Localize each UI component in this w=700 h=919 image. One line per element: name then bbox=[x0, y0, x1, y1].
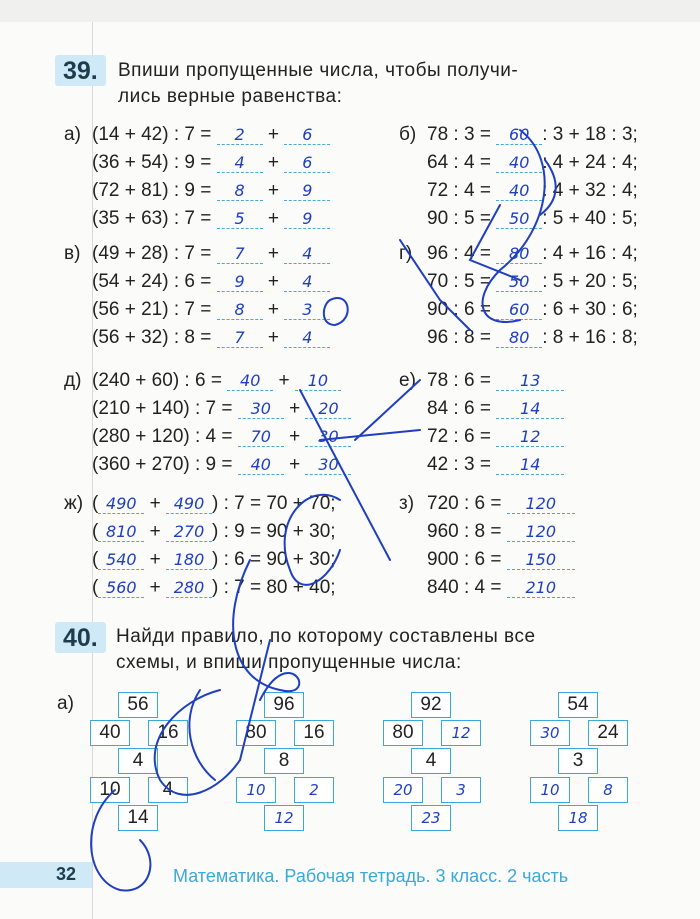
plus-sign: + bbox=[267, 208, 280, 229]
equation-row bbox=[427, 493, 575, 515]
answer-field[interactable]: 4 bbox=[284, 244, 330, 264]
plus-sign: + bbox=[289, 426, 301, 447]
page-number: 32 bbox=[56, 864, 77, 884]
task-39-text-line2: лись верные равенства: bbox=[118, 86, 343, 107]
equation-rest: ) : 7 = 70 + 70; bbox=[211, 493, 336, 514]
plus-sign: + bbox=[278, 370, 290, 391]
equation-row bbox=[92, 271, 330, 293]
answer-field[interactable]: 9 bbox=[284, 181, 330, 201]
equation-row bbox=[427, 426, 564, 448]
equation-row bbox=[427, 243, 638, 265]
answer-field[interactable]: 40 bbox=[496, 181, 542, 201]
answer-field[interactable]: 70 bbox=[238, 427, 284, 447]
scheme-cell-mid: 4 bbox=[411, 748, 451, 774]
part-label-d: д) bbox=[64, 370, 82, 391]
answer-field[interactable]: 50 bbox=[496, 272, 542, 292]
equation-expression: (72 + 81) : 9 = bbox=[92, 180, 212, 201]
task-39-text-line1: Впиши пропущенные числа, чтобы получи- bbox=[118, 60, 519, 81]
scheme-cell-bl[interactable]: 10 bbox=[530, 777, 570, 803]
answer-field[interactable]: 40 bbox=[227, 371, 273, 391]
answer-field[interactable]: 120 bbox=[507, 494, 575, 514]
equation-row bbox=[92, 124, 330, 146]
answer-field[interactable]: 3 bbox=[284, 300, 330, 320]
equation-expression: 720 : 6 = bbox=[427, 493, 502, 514]
equation-expression: (280 + 120) : 4 = bbox=[92, 426, 233, 447]
scheme-cell-bottom[interactable]: 18 bbox=[558, 805, 598, 831]
equation-row bbox=[427, 577, 575, 599]
equation-expression: (14 + 42) : 7 = bbox=[92, 124, 212, 145]
equation-row bbox=[92, 370, 341, 392]
answer-field[interactable]: 60 bbox=[496, 125, 542, 145]
answer-field[interactable]: 12 bbox=[496, 427, 564, 447]
scheme-cell-top: 54 bbox=[558, 692, 598, 718]
scheme-cell-br[interactable]: 3 bbox=[441, 777, 481, 803]
scan-top-shadow bbox=[0, 0, 700, 22]
answer-field[interactable]: 5 bbox=[217, 209, 263, 229]
equation-expression: (54 + 24) : 6 = bbox=[92, 271, 212, 292]
part-label-v: в) bbox=[64, 243, 81, 264]
answer-field[interactable]: 2 bbox=[217, 125, 263, 145]
task-40-part-label: а) bbox=[57, 693, 74, 714]
equation-expression: 72 : 4 = bbox=[427, 180, 491, 201]
answer-field[interactable]: 30 bbox=[305, 427, 351, 447]
equation-expression: (240 + 60) : 6 = bbox=[92, 370, 222, 391]
plus-sign: + bbox=[289, 398, 301, 419]
scheme-cell-top: 56 bbox=[118, 692, 158, 718]
scheme-cell-br[interactable]: 2 bbox=[294, 777, 334, 803]
part-label-b: б) bbox=[399, 124, 417, 145]
equation-expression: 96 : 8 = bbox=[427, 327, 491, 348]
answer-field[interactable]: 14 bbox=[496, 399, 564, 419]
equation-rest: : 4 + 24 : 4; bbox=[542, 152, 638, 173]
plus-sign: + bbox=[267, 299, 280, 320]
answer-field[interactable]: 490 bbox=[98, 494, 144, 514]
scheme-cell-bl: 10 bbox=[90, 777, 130, 803]
equation-row bbox=[92, 426, 351, 448]
equation-row bbox=[427, 299, 638, 321]
equation-expression: (36 + 54) : 9 = bbox=[92, 152, 212, 173]
equation-expression: (360 + 270) : 9 = bbox=[92, 454, 233, 475]
equation-row: ( 490 + 490 ) : 7 = 70 + 70; bbox=[92, 493, 336, 514]
scheme-cell-bl[interactable]: 10 bbox=[236, 777, 276, 803]
equation-rest: ) : 9 = 90 + 30; bbox=[211, 521, 336, 542]
equation-row bbox=[92, 152, 330, 174]
answer-field[interactable]: 6 bbox=[284, 125, 330, 145]
equation-row bbox=[92, 327, 330, 349]
answer-field[interactable]: 7 bbox=[217, 328, 263, 348]
answer-field[interactable]: 270 bbox=[166, 522, 212, 542]
equation-expression: 900 : 6 = bbox=[427, 549, 502, 570]
plus-sign: + bbox=[267, 124, 280, 145]
equation-expression: 96 : 4 = bbox=[427, 243, 491, 264]
equation-rest: : 8 + 16 : 8; bbox=[542, 327, 638, 348]
answer-field[interactable]: 120 bbox=[507, 522, 575, 542]
scheme-cell-left: 40 bbox=[90, 720, 130, 746]
equation-row: ( 540 + 180 ) : 6 = 90 + 30; bbox=[92, 549, 336, 570]
answer-field[interactable]: 150 bbox=[507, 550, 575, 570]
part-label-a: а) bbox=[64, 124, 81, 145]
equation-rest: : 4 + 16 : 4; bbox=[542, 243, 638, 264]
equation-row bbox=[427, 271, 638, 293]
task-40-number: 40. bbox=[55, 622, 106, 653]
footer-bar bbox=[0, 862, 92, 888]
answer-field[interactable]: 7 bbox=[217, 244, 263, 264]
scheme-cell-right: 24 bbox=[588, 720, 628, 746]
equation-row bbox=[92, 180, 330, 202]
scheme-cell-right: 16 bbox=[148, 720, 188, 746]
equation-expression: 42 : 3 = bbox=[427, 454, 491, 475]
equation-row bbox=[427, 124, 638, 146]
part-label-e: е) bbox=[399, 370, 416, 391]
answer-field[interactable]: 540 bbox=[98, 550, 144, 570]
equation-row: ( 560 + 280 ) : 7 = 80 + 40; bbox=[92, 577, 336, 598]
answer-field[interactable]: 4 bbox=[284, 328, 330, 348]
plus-sign: + bbox=[267, 327, 280, 348]
scheme-cell-right[interactable]: 12 bbox=[441, 720, 481, 746]
answer-field[interactable]: 20 bbox=[305, 399, 351, 419]
answer-field[interactable]: 60 bbox=[496, 300, 542, 320]
equation-row: ( 810 + 270 ) : 9 = 90 + 30; bbox=[92, 521, 336, 542]
answer-field[interactable]: 560 bbox=[98, 578, 144, 598]
equation-row bbox=[92, 208, 330, 230]
equation-rest: ) : 6 = 90 + 30; bbox=[211, 549, 336, 570]
part-label-zh: ж) bbox=[64, 493, 84, 514]
plus-sign: + bbox=[267, 152, 280, 173]
equation-row bbox=[427, 454, 564, 476]
equation-rest: : 5 + 40 : 5; bbox=[542, 208, 638, 229]
answer-field[interactable]: 9 bbox=[284, 209, 330, 229]
answer-field[interactable]: 8 bbox=[217, 181, 263, 201]
equation-expression: 960 : 8 = bbox=[427, 521, 502, 542]
scheme-cell-left: 80 bbox=[383, 720, 423, 746]
equation-row bbox=[92, 398, 351, 420]
equation-row bbox=[427, 521, 575, 543]
plus-sign: + bbox=[267, 180, 280, 201]
equation-expression: 78 : 6 = bbox=[427, 370, 491, 391]
equation-expression: (210 + 140) : 7 = bbox=[92, 398, 233, 419]
answer-field[interactable]: 30 bbox=[305, 455, 351, 475]
equation-row bbox=[92, 454, 351, 476]
scheme-cell-mid: 4 bbox=[118, 748, 158, 774]
answer-field[interactable]: 280 bbox=[166, 578, 212, 598]
equation-expression: 90 : 5 = bbox=[427, 208, 491, 229]
equation-rest: : 3 + 18 : 3; bbox=[542, 124, 638, 145]
equation-expression: (35 + 63) : 7 = bbox=[92, 208, 212, 229]
scheme-cell-top: 92 bbox=[411, 692, 451, 718]
task-40-text-line2: схемы, и впиши пропущенные числа: bbox=[116, 652, 462, 673]
equation-rest: : 6 + 30 : 6; bbox=[542, 299, 638, 320]
scheme-cell-mid: 8 bbox=[264, 748, 304, 774]
equation-expression: 840 : 4 = bbox=[427, 577, 502, 598]
scheme-cell-bottom: 14 bbox=[118, 805, 158, 831]
plus-sign: + bbox=[267, 271, 280, 292]
equation-expression: (49 + 28) : 7 = bbox=[92, 243, 212, 264]
answer-field[interactable]: 14 bbox=[496, 455, 564, 475]
equation-row bbox=[427, 370, 564, 392]
answer-field[interactable]: 810 bbox=[98, 522, 144, 542]
part-label-z: з) bbox=[399, 493, 415, 514]
equation-expression: 84 : 6 = bbox=[427, 398, 491, 419]
answer-field[interactable]: 80 bbox=[496, 328, 542, 348]
scheme-cell-left[interactable]: 30 bbox=[530, 720, 570, 746]
answer-field[interactable]: 30 bbox=[238, 399, 284, 419]
scheme-cell-bottom[interactable]: 12 bbox=[264, 805, 304, 831]
equation-expression: 64 : 4 = bbox=[427, 152, 491, 173]
answer-field[interactable]: 40 bbox=[496, 153, 542, 173]
equation-expression: (56 + 21) : 7 = bbox=[92, 299, 212, 320]
plus-sign: + bbox=[267, 243, 280, 264]
answer-field[interactable]: 8 bbox=[217, 300, 263, 320]
scheme-cell-right: 16 bbox=[294, 720, 334, 746]
equation-row bbox=[427, 208, 638, 230]
book-title: Математика. Рабочая тетрадь. 3 класс. 2 часть bbox=[173, 866, 569, 886]
scheme-cell-top: 96 bbox=[264, 692, 304, 718]
equation-rest: ) : 7 = 80 + 40; bbox=[211, 577, 336, 598]
equation-row bbox=[427, 152, 638, 174]
equation-row bbox=[427, 398, 564, 420]
equation-row bbox=[427, 549, 575, 571]
answer-field[interactable]: 180 bbox=[166, 550, 212, 570]
equation-row bbox=[92, 299, 330, 321]
scheme-cell-mid: 3 bbox=[558, 748, 598, 774]
answer-field[interactable]: 40 bbox=[238, 455, 284, 475]
equation-expression: 78 : 3 = bbox=[427, 124, 491, 145]
answer-field[interactable]: 80 bbox=[496, 244, 542, 264]
answer-field[interactable]: 4 bbox=[284, 272, 330, 292]
answer-field[interactable]: 6 bbox=[284, 153, 330, 173]
answer-field[interactable]: 50 bbox=[496, 209, 542, 229]
equation-expression: 90 : 6 = bbox=[427, 299, 491, 320]
answer-field[interactable]: 4 bbox=[217, 153, 263, 173]
equation-expression: 72 : 6 = bbox=[427, 426, 491, 447]
scheme-cell-bottom[interactable]: 23 bbox=[411, 805, 451, 831]
task-40-text-line1: Найди правило, по которому составлены все bbox=[116, 626, 536, 647]
plus-sign: + bbox=[289, 454, 301, 475]
answer-field[interactable]: 9 bbox=[217, 272, 263, 292]
scheme-cell-br: 4 bbox=[148, 777, 188, 803]
answer-field[interactable]: 13 bbox=[496, 371, 564, 391]
scheme-cell-left: 80 bbox=[236, 720, 276, 746]
equation-rest: : 4 + 32 : 4; bbox=[542, 180, 638, 201]
equation-expression: (56 + 32) : 8 = bbox=[92, 327, 212, 348]
equation-row bbox=[427, 180, 638, 202]
equation-expression: 70 : 5 = bbox=[427, 271, 491, 292]
scheme-cell-br[interactable]: 8 bbox=[588, 777, 628, 803]
equation-row bbox=[427, 327, 638, 349]
task-39-number: 39. bbox=[55, 55, 106, 86]
part-label-g: г) bbox=[399, 243, 413, 264]
equation-rest: : 5 + 20 : 5; bbox=[542, 271, 638, 292]
scheme-cell-bl[interactable]: 20 bbox=[383, 777, 423, 803]
equation-row bbox=[92, 243, 330, 265]
answer-field[interactable]: 10 bbox=[295, 371, 341, 391]
answer-field[interactable]: 210 bbox=[507, 578, 575, 598]
answer-field[interactable]: 490 bbox=[166, 494, 212, 514]
